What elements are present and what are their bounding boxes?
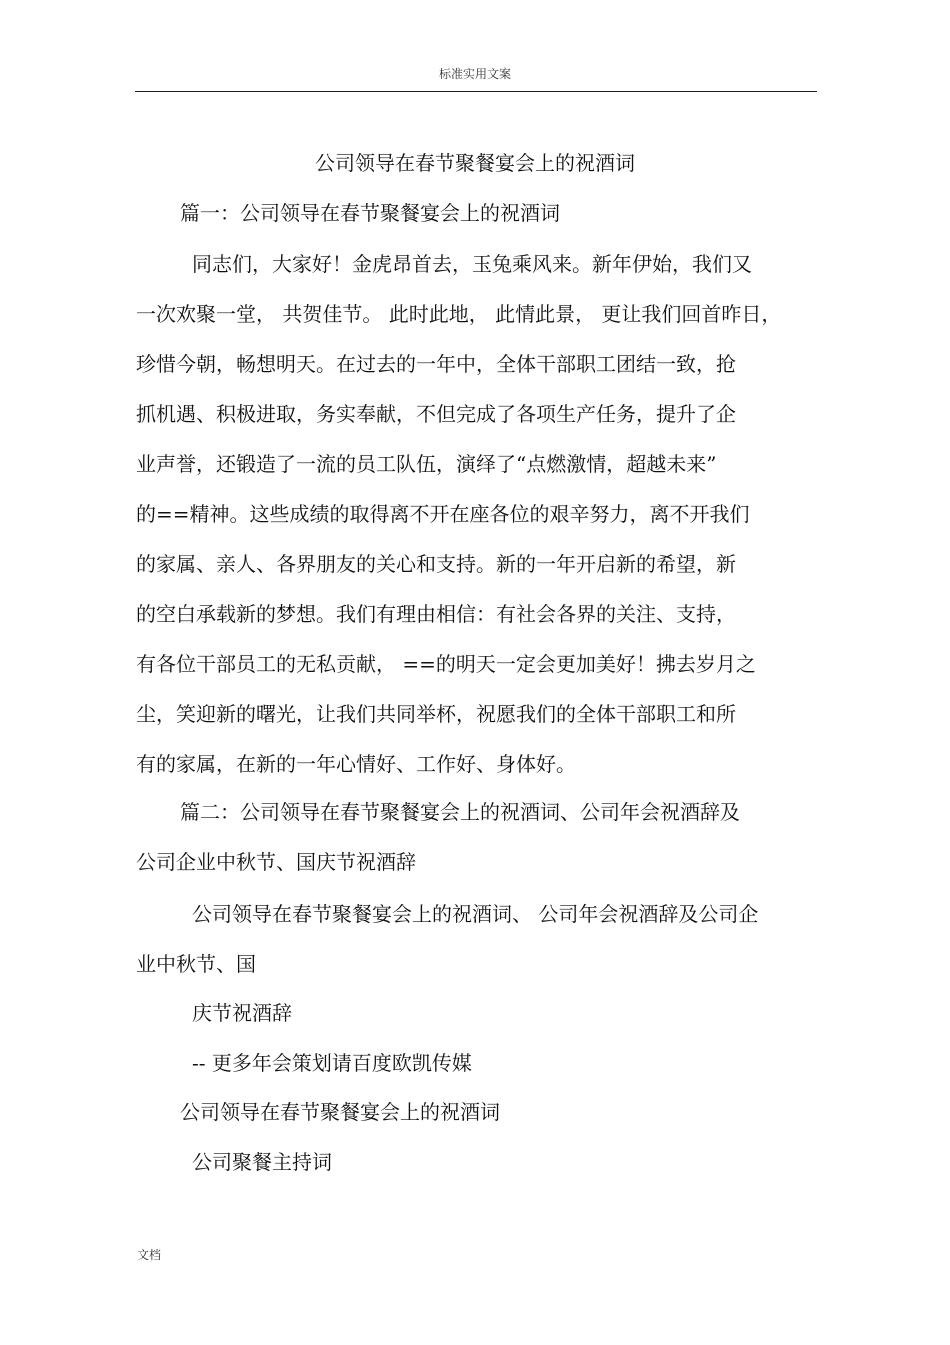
paragraph-line: 公司领导在春节聚餐宴会上的祝酒词、 公司年会祝酒辞及公司企 <box>192 902 759 926</box>
page-footer: 文档 <box>137 1248 162 1262</box>
subheading-line: 公司领导在春节聚餐宴会上的祝酒词 <box>180 1100 500 1124</box>
paragraph-line: 的==精神。这些成绩的取得离不开在座各位的艰辛努力，离不开我们 <box>136 502 750 526</box>
paragraph-line: 庆节祝酒辞 <box>192 1001 292 1025</box>
paragraph-line: 同志们，大家好！金虎昂首去，玉兔乘风来。新年伊始，我们又 <box>192 252 752 276</box>
document-title: 公司领导在春节聚餐宴会上的祝酒词 <box>315 151 635 175</box>
paragraph-line: 的家属、亲人、各界朋友的关心和支持。新的一年开启新的希望，新 <box>136 552 736 576</box>
section-heading-2: 篇二：公司领导在春节聚餐宴会上的祝酒词、公司年会祝酒辞及 <box>180 800 740 824</box>
page-header: 标准实用文案 <box>438 67 511 81</box>
promo-line: -- 更多年会策划请百度欧凯传媒 <box>192 1051 472 1075</box>
paragraph-line: 珍惜今朝，畅想明天。在过去的一年中，全体干部职工团结一致，抢 <box>136 352 736 376</box>
paragraph-line: 业中秋节、国 <box>136 952 256 976</box>
paragraph-line: 有各位干部员工的无私贡献， ==的明天一定会更加美好！拂去岁月之 <box>136 652 756 676</box>
paragraph-line: 有的家属，在新的一年心情好、工作好、身体好。 <box>136 752 576 776</box>
paragraph-line: 业声誉，还锻造了一流的员工队伍，演绎了“点燃激情，超越未来” <box>136 452 717 476</box>
paragraph-line: 一次欢聚一堂， 共贺佳节。 此时此地， 此情此景， 更让我们回首昨日， <box>136 302 782 326</box>
paragraph-line: 尘，笑迎新的曙光，让我们共同举杯，祝愿我们的全体干部职工和所 <box>136 702 736 726</box>
paragraph-line: 的空白承载新的梦想。我们有理由相信：有社会各界的关注、支持， <box>136 602 736 626</box>
section-heading-1: 篇一：公司领导在春节聚餐宴会上的祝酒词 <box>180 201 560 225</box>
paragraph-line: 抓机遇、积极进取，务实奉献，不但完成了各项生产任务，提升了企 <box>136 402 736 426</box>
header-divider <box>135 91 817 92</box>
section-heading-2-continued: 公司企业中秋节、国庆节祝酒辞 <box>136 850 416 874</box>
subheading-line: 公司聚餐主持词 <box>192 1150 332 1174</box>
